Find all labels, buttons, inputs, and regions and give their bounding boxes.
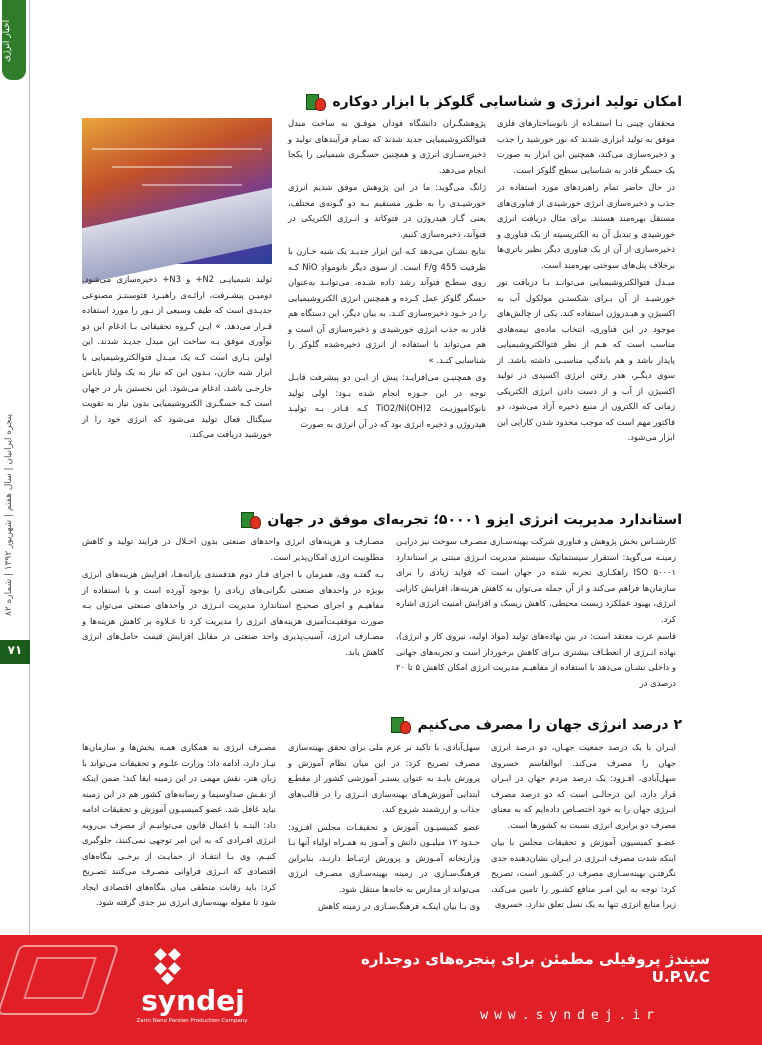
- article3-title: ۲ درصد انرژی جهان را مصرف می‌کنیم: [417, 717, 682, 733]
- paragraph: کارشنـاس بخش پژوهش و فناوری شرکت بهینه‌سـازی مصـرف سوخت نیز درایـن زمینـه می‌گوید: استقرار سیستماتیک سیستم مدیریت انـرژی مبتنی بر استاندارد ISO ۵۰۰۰۱ راهکـاری تجربه شده در جهان است که فواید زیادی را برای سازمان‌ها فراهم می‌کند و از آن جمله می‌توان به کاهش هزینه‌ها، افزایش کارایی انرژی، بهبود عملکرد زیست محیطی، کاهش ریسک و افزایش امنیت انرژی اشاره کرد.: [396, 536, 676, 624]
- paragraph: نتایج نشـان می‌دهد کـه این ابزار جدیـد یک شبه خـازن با ظرفیت 455 F/g است. از سوی دیگر نانوموادِ NiO کـه روی سطـح فتوآند رشد داده شـده، می‌توانـد به‌عنوان حسگر گلوکز عمل کـرده و همچنین انرژی الکتروشیمیایی را در خـود ذخیره‌سازی کنـد. به بیان دیگر، این دستگاه هم قادر به جذب انرژی خورشیدی و ذخیره‌سازی آن است و هم می‌تواند با استفاده از انرژی ذخیره‌شده گلوکز را شناسایی کنـد. »: [288, 246, 486, 365]
- paragraph: سهل‌آبادی، با تاکید بر عزم ملی برای تحقق بهینه‌سازی مصرف تصریح کرد: در این میان نظام آموزش و پرورش بایـد به عنوان بستـر آموزشی کشور از مقطـع ابتدایی آموزش‌هـای بهینه‌سازی انـرژی را در قالب‌های جذاب و ارزشمند شروع کند.: [288, 742, 480, 814]
- paragraph: در حال حاضر تمام راهبردهای مورد استفاده در جذب و ذخیره‌سازی انرژی خورشیدی از فناوری‌های مستقل بهره‌مند هستند. برای مثال دریافت انرژی خورشیدی و تبدیل آن به الکتریسیته از یک فناوری و ذخیره‌سازی از آن از یک فناوری دیگر نظیر باتری‌ها برخلاف پنل‌های سوختی بهره‌مند است.: [497, 182, 675, 270]
- article3-heading: [391, 713, 682, 737]
- paragraph: ژانگ می‌گوید: ما در این پژوهش موفق شدیم انرژی خورشیـدی را به طـور مستقیم بـه دو گـونه‌ی مختلف، یعنی گـاز هیدروژن در فتوکاتد و انـرژی الکتریکی در فتوآند، ذخیره‌سازی کنیم.: [288, 182, 486, 239]
- page-number: ۷۱: [7, 643, 23, 657]
- paragraph: تولید شیمیایـی N2+ و N3+ ذخیره‌سازی می‌شود. دومیـن پیشـرفت، ارائـه‌ی راهبـرد فتوسنتـز مصنوعی جدیـدی است که طیف وسیعی از نـور را مورد استفاده قـرار می‌دهد. » ایـن گـروه تحقیقاتی بـا ادغام این دو نوآوری موفق بـه ساخت این مبدل جدیـد شدند. این اولین بـاری است کـه یک مبـدل فتوالکتروشیمیایی با ابزار شبه خازن، بـدون این که نیاز به یک ولتاژ بایاس خارجـی باشد، ادغام می‌شود. این نخستین بار در جهان است کـه حسگـری الکتروشیمیایی بدون نیاز به تقویت سیگنال فعال تولید می‌شود که انرژی خود را از خورشید دریافت می‌کند.: [82, 274, 273, 439]
- section-tab-label: اخبار انرژی: [2, 19, 12, 63]
- article1-heading: [306, 90, 682, 114]
- paragraph: محققان چینی بـا استفـاده از نانوساختارهای فلزی موفق به تولید ابزاری شدند که نور خورشید را جذب و ذخیره‌سازی می‌کند، همچنین این ابزار به صورت یک حسگر قادر به شناسایی سطح گلوکز است.: [497, 118, 675, 175]
- article2-col-left: [82, 534, 384, 658]
- article1-col-left: [82, 272, 272, 468]
- molecule-figure: [82, 118, 272, 264]
- article2-heading: [241, 508, 682, 532]
- paragraph: وی همچنیـن می‌افزایـد: پیش از ایـن دو پیشرفت قابـل توجه در این حـوزه انجام شده بـود: اولی تولید نانوکامپوزیـت TiO2/Ni(OH)2 کـه قـادر بـه تولیـد هیدروژن و ذخیره انرژی بود که در آن انرژی به صورت: [288, 372, 486, 429]
- brand-subtitle: Zarin Nano Parsian Production Company: [136, 1018, 248, 1024]
- paragraph: ایـران با یک درصد جمعیت جهـان، دو درصد انرژی جهان را مصرف می‌کند. ابوالقاسم خسروی سهل‌آبادی، افـزود: یک درصد مردم جهان در ایـران قرار دارد، این درحالـی است که دو درصد مصرف انـرژی جهان را به خود اختصـاص داده‌ایم که به معنای مصرف دو برابری انرژی نسبت به کشورها است.: [491, 742, 676, 830]
- paragraph: قاسم عرب معتقد است: در بین نهاده‌های تولید (مواد اولیه، نیروی کار و انرژی)، نهاده انـرژی از انعطـاف بیشتری بـرای کاهش برخوردار است و تجربه‌های جهانی و داخلی نشـان می‌دهد با استفاده از مفاهیـم مدیریت انرژی امکان کاهش ۵ تا ۲۰ درصدی در: [396, 631, 676, 688]
- document-flame-icon: [241, 510, 261, 530]
- paragraph: عضو کمیسیـون آموزش و تحقیقـات مجلس افـزود: حـدود ۱۳ میلیـون دانش و آمـوز به همـراه اولیاء آنها بـا وزارتخانه آمـوزش و پرورش ارتبـاط دارنـد، بنابراین فرهنگ‌سـازی در زمینه بهینه‌سـازی مصـرف انرژی می‌تواند از مدارس به خانه‌ها منتقل شود.: [288, 821, 480, 894]
- article1-col-middle: [288, 116, 486, 466]
- article2-title: استاندارد مدیریت انرژی ایزو ۵۰۰۰۱؛ تجربه‌ای موفق در جهان: [267, 512, 682, 528]
- document-flame-icon: [391, 715, 411, 735]
- paragraph: مصـرف انرژی به همکاری همـه بخش‌ها و سازمان‌ها نیـاز دارد، ادامه داد: وزارت علـوم و تحقیقات می‌تواند با زبان هنر، نقش مهمی در این زمینه ایفا کند؛ ضمن اینکه از نقـش صداوسیما و رسانه‌های کشور هم در این زمینه نباید غافل شد. عضو کمیسیـون آموزش و تحقیقات ادامه داد: البتـه با اعمال قانون می‌توانیـم از مصرف بی‌رویه انرژی افـرادی که به این امر توجهی نمی‌کنند، جلوگیری کنیـم. وی بـا انتقـاد از حمایـت از برخـی بنگاه‌های اقتصادی که انـرژی فراوانی مصـرف می‌کنند تصـریح کرد: باید رقابت منطقی میان بنگاه‌های اقتصادی ایجاد شود تا مقوله بهینه‌سازی انرژی نیز جدی گرفته شود.: [82, 742, 276, 907]
- document-flame-icon: [306, 92, 326, 112]
- article3-col-1: [491, 740, 676, 930]
- paragraph: بـه گفتـه وی، همزمان با اجرای فـاز دوم هدفمندی یارانه‌هـا، افزایش هزینه‌های انرژی بویژه در واحدهای صنعتی نگرانی‌های زیادی را بوجود آورده است و با استفاده از مفاهیـم و اجرای صحیـح استاندارد مدیریت انـرژی در واحدهای صنعتی می‌توان بـه صورت موفقیـت‌آمیزی هزینه‌های انرژی را مدیریت کرد تا عـلاوه بر کاهش هزینه‌ها و مصـارف انرژی، آسیب‌پذیری واحد صنعتی در مقابل افزایش قیمت حامل‌های انرژی کاهش یابد.: [82, 569, 384, 657]
- issue-caption: پنجره ایرانیان | سال هفتم | شهریور ۱۳۹۲ | شماره ۸۲: [4, 414, 14, 617]
- paragraph: مبـدل فتوالکتروشیمیایی می‌توانـد بـا دریافت نور خورشیـد از آن بـرای شکستـن مولکول آب به اکسیژن و هیـدروژن استفاده کند. یکی از چالش‌های موجود در این فناوری، انتخاب ماده‌ی نیمه‌هادی مناسب است که هـم از نظر فتوالکتروشیمیایی پایدار باشد و هم باندگپ مناسبـی داشته باشد. از سوی دیگـر، هدر رفتن انرژی اکسیدی در تولید اکسیژن از آب و از دست دادن انرژی الکتریکی زمانی که الکترون از منبع ذخیره آزاد می‌شود، دو فاکتور مهم است که موجب محدود شدن کارایی این ابزار می‌شود.: [497, 277, 675, 442]
- paragraph: وی بـا بیان اینکـه فرهنگ‌سـازی در زمینه کاهش: [317, 901, 480, 911]
- article2-col-right: [396, 534, 676, 688]
- paragraph: پژوهشگـران دانشگاه فودان موفـق به ساخت مبدل فتوالکتروشیمیایی جدید شدند که تمـام فرآیندهای تولید و ذخیره‌سـازی انرژی و همچنین حسگـری شیمیایی را یکجا انجام می‌دهد.: [288, 118, 486, 175]
- footer-slogan: سیندژ پروفیلی مطمئن برای پنجره‌های دوجداره U.P.V.C: [360, 950, 710, 986]
- article1-title: امکان تولید انرژی و شناسایی گلوکز با ابزار دوکاره: [332, 94, 682, 110]
- paragraph: عضـو کمیسیون آموزش و تحقیقات مجلس با بیان اینکه شدت مصرف انـرژی در ایـران نشان‌دهنده جدی نگرفتـن بهینه‌سـازی مصرف در کشـور است، تصریح کرد: توجه به این امـر منافع کشـور را تامین می‌کند، زیرا منابع انرژی تنها به یک نسل تعلق ندارد. خسروی: [491, 837, 676, 909]
- syndej-logo-icon: [150, 946, 190, 986]
- brand-name: syndej: [141, 984, 245, 1017]
- article1-col-right: [497, 116, 675, 506]
- article3-col-3: [82, 740, 276, 930]
- website-link[interactable]: www.syndej.ir: [480, 1008, 660, 1023]
- paragraph: مصـارف و هزینه‌های انرژی واحدهای صنعتی بدون اخـلال در فرایند تولید و کاهش مطلوبیت انرژی امکان‌پذیر است.: [82, 536, 384, 562]
- article3-col-2: [288, 740, 480, 930]
